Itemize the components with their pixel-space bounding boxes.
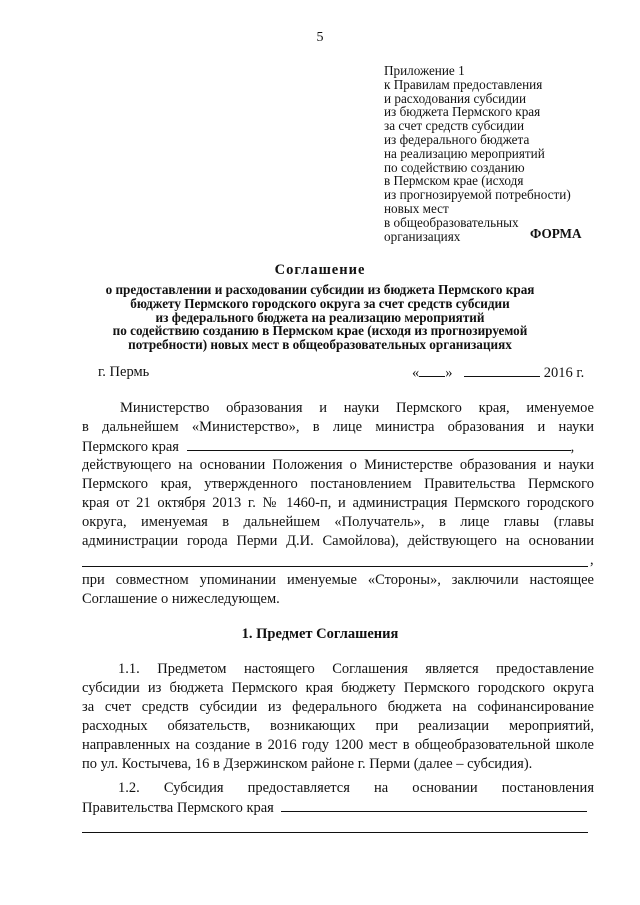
paragraph-line: направленных на создание в 2016 году 1200 мест в общеобразовательной школе <box>82 737 594 753</box>
appendix-line: из прогнозируемой потребности) <box>384 187 571 203</box>
date-year: 2016 г. <box>543 365 585 381</box>
appendix-line: и расходования субсидии <box>384 90 527 106</box>
intro-line: Министерство образования и науки Пермского края, именуемое <box>120 400 594 416</box>
appendix-line: из бюджета Пермского края <box>384 104 541 120</box>
intro-line-suffix: , <box>590 552 594 568</box>
intro-line: Пермского края, утвержденного постановлением Правительства Пермского <box>82 476 594 492</box>
appendix-line: новых мест <box>384 200 449 216</box>
date-open-quote: « <box>412 365 420 381</box>
appendix-line: по содействию созданию <box>384 159 525 175</box>
date-close-quote: » <box>445 365 453 381</box>
paragraph-line: 1.2. Субсидия предоставляется на основании постановления <box>118 780 594 796</box>
appendix-line: Приложение 1 <box>384 63 465 78</box>
paragraph-line-basis <box>82 799 594 817</box>
month-blank <box>464 364 540 377</box>
intro-line-suffix: , <box>570 439 575 455</box>
intro-line: Соглашение о нижеследующем. <box>82 591 280 607</box>
paragraph-line: 1.1. Предметом настоящего Соглашения является предоставление <box>118 661 594 677</box>
section-heading: 1. Предмет Соглашения <box>241 626 399 642</box>
appendix-block <box>384 64 571 243</box>
intro-line: округа, именуемая в дальнейшем «Получатель», в лице главы (главы <box>82 514 594 530</box>
intro-line: администрации города Перми Д.И. Самойлова), действующего на основании <box>82 533 594 549</box>
minister-name-blank <box>187 438 571 451</box>
paragraph-line: субсидии из бюджета Пермского края бюджету Пермского городского округа <box>82 680 594 696</box>
paragraph-line: по ул. Костычева, 16 в Дзержинском районе г. Перми (далее – субсидия). <box>82 756 533 772</box>
intro-line: в дальнейшем «Министерство», в лице министра образования и науки <box>82 419 594 435</box>
paragraph-line: за счет средств субсидии из федерального бюджета на софинансирование <box>82 699 594 715</box>
resolution-blank <box>281 799 587 812</box>
date-field <box>412 364 584 382</box>
day-blank <box>419 364 445 377</box>
resolution-blank-line <box>82 832 588 833</box>
intro-line-prefix: Пермского края <box>82 439 179 455</box>
appendix-line: к Правилам предоставления <box>384 76 543 92</box>
document-title: Соглашение <box>274 262 366 278</box>
subtitle-line: потребности) новых мест в общеобразовательных организациях <box>128 337 512 353</box>
appendix-line: из федерального бюджета <box>384 131 530 147</box>
appendix-line: в Пермском крае (исходя <box>384 173 524 189</box>
place: г. Пермь <box>98 364 150 380</box>
page-number: 5 <box>316 30 324 45</box>
appendix-line: в общеобразовательных <box>384 214 519 230</box>
form-label: ФОРМА <box>530 226 582 241</box>
intro-line: при совместном упоминании именуемые «Стороны», заключили настоящее <box>82 572 594 588</box>
subtitle-line: по содействию созданию в Пермском крае (исходя из прогнозируемой <box>112 323 528 339</box>
appendix-line: за счет средств субсидии <box>384 118 525 134</box>
basis-blank-line <box>82 566 588 567</box>
subtitle-line: о предоставлении и расходовании субсидии из бюджета Пермского края <box>105 282 535 297</box>
subtitle-line: из федерального бюджета на реализацию мероприятий <box>155 309 485 325</box>
paragraph-line-prefix: Правительства Пермского края <box>82 800 274 816</box>
subtitle-line: бюджету Пермского городского округа за счет средств субсидии <box>130 295 510 311</box>
appendix-line: на реализацию мероприятий <box>384 145 545 161</box>
intro-line-signer <box>82 438 594 456</box>
intro-line: действующего на основании Положения о Министерстве образования и науки <box>82 457 594 473</box>
appendix-line: организациях <box>384 228 461 244</box>
document-subtitle <box>70 283 570 352</box>
paragraph-line: расходных обязательств, возникающих при реализации мероприятий, <box>82 718 594 734</box>
intro-line: края от 21 октября 2013 г. № 1460-п, и администрация Пермского городского <box>82 495 594 511</box>
